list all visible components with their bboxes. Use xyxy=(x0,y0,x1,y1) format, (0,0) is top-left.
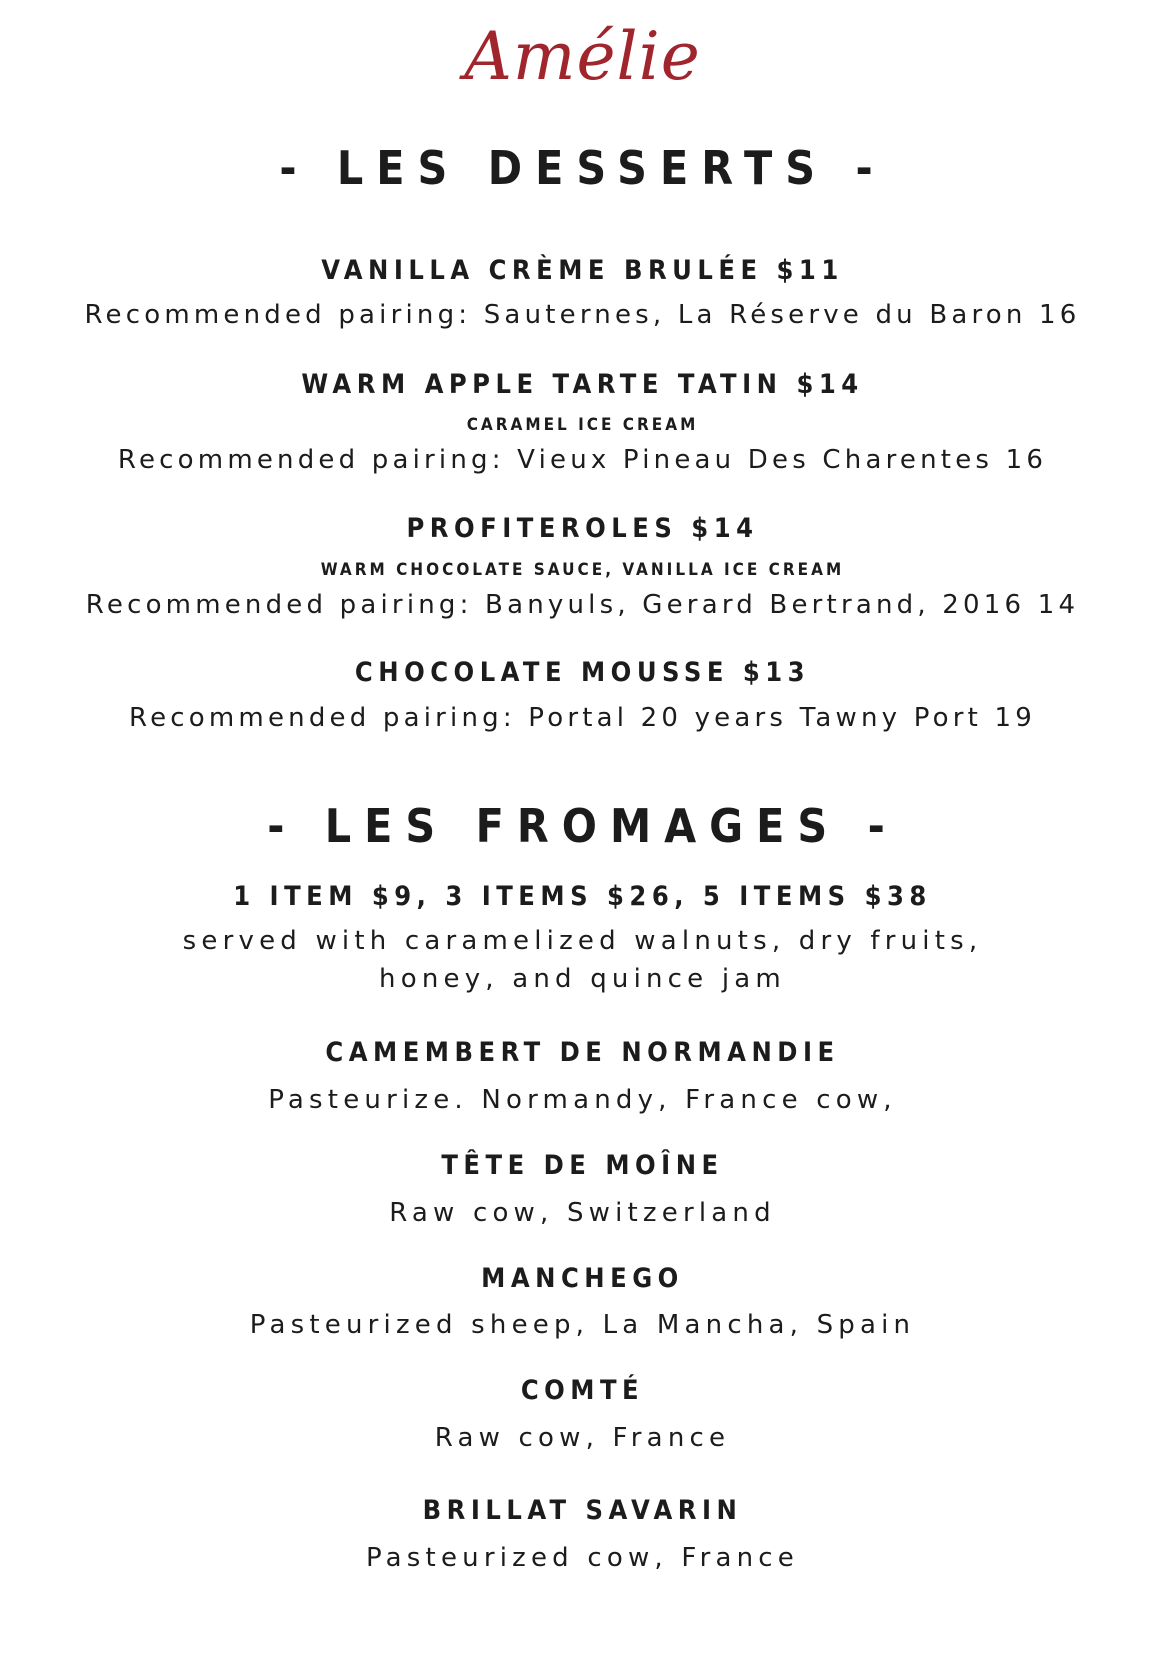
dessert-item-name: PROFITEROLES $14 xyxy=(406,513,759,544)
cheese-desc: Pasteurize. Normandy, France cow, xyxy=(268,1085,897,1115)
cheese-name: COMTÉ xyxy=(520,1375,645,1406)
cheese-desc: Pasteurized sheep, La Mancha, Spain xyxy=(249,1310,916,1340)
cheese-name: BRILLAT SAVARIN xyxy=(422,1495,743,1526)
dessert-item-pairing: Recommended pairing: Banyuls, Gerard Bertrand, 2016 14 xyxy=(85,590,1080,620)
dessert-item-name: CHOCOLATE MOUSSE $13 xyxy=(354,657,811,688)
fromages-pricing: 1 ITEM $9, 3 ITEMS $26, 5 ITEMS $38 xyxy=(233,881,932,912)
dessert-item-name: WARM APPLE TARTE TATIN $14 xyxy=(301,369,864,400)
dessert-item-sub: WARM CHOCOLATE SAUCE, VANILLA ICE CREAM xyxy=(320,560,845,580)
restaurant-logo: Amélie xyxy=(464,18,701,95)
dessert-item-pairing: Recommended pairing: Sauternes, La Réserve du Baron 16 xyxy=(84,300,1081,330)
cheese-name: MANCHEGO xyxy=(481,1263,684,1294)
dessert-item-pairing: Recommended pairing: Portal 20 years Tawny Port 19 xyxy=(129,703,1036,733)
cheese-desc: Pasteurized cow, France xyxy=(365,1543,800,1573)
cheese-desc: Raw cow, Switzerland xyxy=(389,1198,776,1228)
dessert-item-pairing: Recommended pairing: Vieux Pineau Des Charentes 16 xyxy=(117,445,1048,475)
dessert-item-sub: CARAMEL ICE CREAM xyxy=(466,415,699,435)
fromages-served-with: served with caramelized walnuts, dry fruits, xyxy=(182,926,983,956)
fromages-served-with-cont: honey, and quince jam xyxy=(379,964,786,994)
cheese-desc: Raw cow, France xyxy=(434,1423,731,1453)
cheese-name: CAMEMBERT DE NORMANDIE xyxy=(325,1037,840,1068)
dessert-item-name: VANILLA CRÈME BRULÉE $11 xyxy=(321,255,844,286)
cheese-name: TÊTE DE MOÎNE xyxy=(441,1150,724,1181)
fromages-section-title: - LES FROMAGES - xyxy=(267,799,898,853)
desserts-section-title: - LES DESSERTS - xyxy=(279,141,886,195)
